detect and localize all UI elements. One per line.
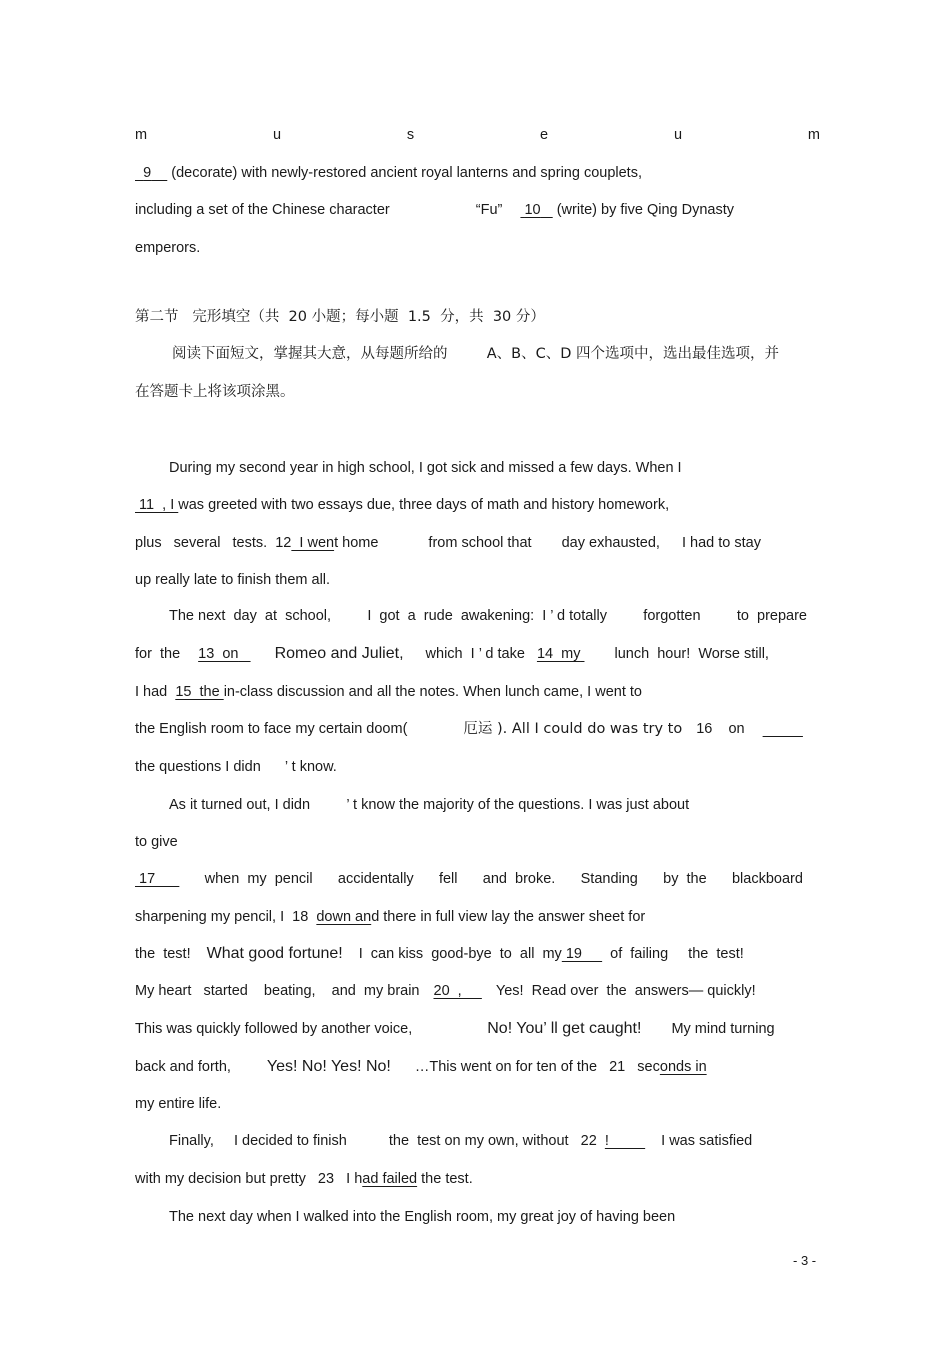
blank-12: I wen bbox=[291, 535, 335, 551]
section-title: 第二节 完形填空（共 20 小题；每小题 1.5 分，共 30 分） bbox=[135, 309, 545, 325]
text-line: sharpening my pencil, I 18 down and there in full view lay the answer sheet for bbox=[135, 909, 646, 925]
text-line: The next day when I walked into the English room, my great joy of having been bbox=[169, 1209, 676, 1225]
blank-23: ad failed bbox=[362, 1171, 418, 1187]
text-line: for the 13 on Romeo and Juliet, which I ’ d take 14 my lunch hour! Worse still, bbox=[135, 645, 769, 662]
text-line: to give bbox=[135, 834, 178, 850]
text-line: I had 15 the in-class discussion and all the notes. When lunch came, I went to bbox=[135, 684, 642, 700]
text-line: the questions I didn ’ t know. bbox=[135, 759, 337, 775]
blank-10: 10 bbox=[524, 202, 541, 218]
instruction-line: 在答题卡上将该项涂黑。 bbox=[135, 384, 295, 400]
text-line: As it turned out, I didn ’ t know the majority of the questions. I was just about bbox=[169, 797, 690, 813]
letter: u bbox=[673, 127, 683, 143]
text-line bbox=[135, 201, 734, 219]
text-line: 11 , I was greeted with two essays due, three days of math and history homework, bbox=[135, 497, 670, 513]
blank-17: 17 bbox=[135, 871, 180, 887]
text: (write) by five Qing Dynasty bbox=[552, 202, 735, 218]
text-line: the test! What good fortune! I can kiss good-bye to all my 19 of failing the test! bbox=[135, 945, 744, 962]
letter: e bbox=[540, 127, 549, 143]
text-line: plus several tests. 12 I went home from school that day exhausted, I had to stay bbox=[135, 535, 761, 551]
blank-19: 19 bbox=[561, 946, 603, 962]
letter: s bbox=[406, 127, 415, 143]
blank-9: 9 bbox=[143, 165, 152, 181]
blank-11: 11 , I bbox=[135, 497, 179, 513]
blank-16 bbox=[763, 721, 803, 737]
spaced-word-line bbox=[135, 127, 820, 143]
page-number: - 3 - bbox=[793, 1253, 817, 1268]
text: (decorate) with newly-restored ancient royal lanterns and spring couplets, bbox=[167, 165, 642, 181]
blank-14: 14 my bbox=[536, 646, 581, 662]
blank-22: ! bbox=[604, 1133, 646, 1149]
text-line: Finally, I decided to finish the test on my own, without 22 ! I was satisfied bbox=[169, 1133, 753, 1149]
text-line bbox=[135, 164, 642, 182]
blank-20: 20 , bbox=[433, 983, 482, 999]
quoted-character: “Fu” bbox=[475, 202, 503, 218]
text-line: back and forth, Yes! No! Yes! No! …This went on for ten of the 21 seconds in bbox=[135, 1058, 707, 1075]
text-line: This was quickly followed by another voice, No! You’ ll get caught! My mind turning bbox=[135, 1020, 775, 1037]
blank-13: 13 on bbox=[198, 646, 239, 662]
text-line: During my second year in high school, I got sick and missed a few days. When I bbox=[169, 460, 682, 476]
text-line: The next day at school, I got a rude awakening: I ’ d totally forgotten to prepare bbox=[169, 608, 807, 624]
letter: m bbox=[807, 127, 820, 143]
letter: m bbox=[135, 127, 148, 143]
blank-15: 15 the bbox=[175, 684, 224, 700]
letter: u bbox=[272, 127, 282, 143]
text: including a set of the Chinese character bbox=[135, 202, 390, 218]
text-line: my entire life. bbox=[135, 1096, 222, 1112]
blank-18: down an bbox=[316, 909, 372, 925]
text-line: 17 when my pencil accidentally fell and broke. Standing by the blackboard bbox=[135, 871, 803, 887]
blank-21: onds in bbox=[659, 1059, 707, 1075]
instruction-line: 阅读下面短文，掌握其大意，从每题所给的 A、B、C、D 四个选项中，选出最佳选项，并 bbox=[172, 346, 779, 362]
text-line: My heart started beating, and my brain 20 , Yes! Read over the answers— quickly! bbox=[135, 983, 756, 999]
text-line: emperors. bbox=[135, 240, 201, 256]
text-line: the English room to face my certain doom( 厄运 ). All I could do was try to 16 on bbox=[135, 720, 803, 738]
text-line: up really late to finish them all. bbox=[135, 572, 331, 588]
text-line: with my decision but pretty 23 I had failed the test. bbox=[135, 1171, 473, 1187]
